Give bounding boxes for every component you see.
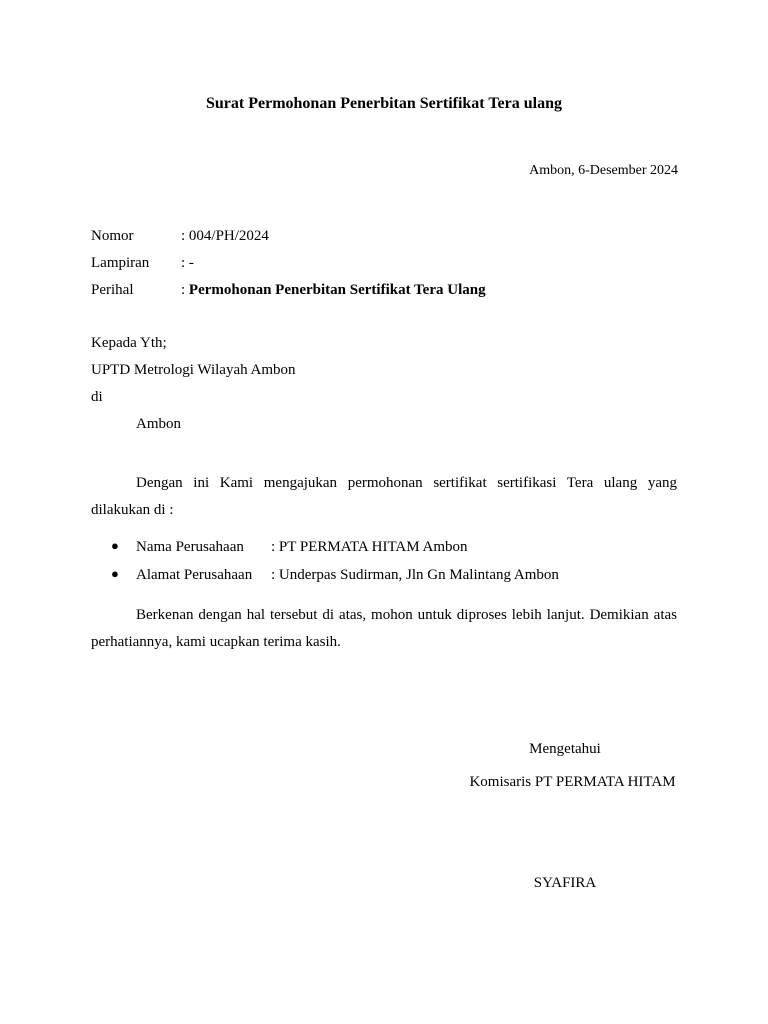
meta-row-lampiran	[91, 254, 691, 281]
list-item	[91, 566, 677, 594]
letter-title: Surat Permohonan Penerbitan Sertifikat Tera ulang	[205, 95, 562, 112]
paragraph-closing	[91, 602, 677, 656]
address-line-2: UPTD Metrologi Wilayah Ambon	[91, 362, 296, 378]
address-line-3: di	[91, 389, 103, 405]
list-item-value: : Underpas Sudirman, Jln Gn Malintang Ambon	[271, 567, 559, 583]
lampiran-label: Lampiran	[91, 255, 150, 271]
bullet-icon: ●	[111, 566, 119, 581]
address-line-1: Kepada Yth;	[91, 335, 167, 351]
list-item-label: Nama Perusahaan	[136, 539, 244, 555]
company-details-list	[91, 538, 677, 594]
meta-row-perihal	[91, 281, 691, 308]
address-line-4: Ambon	[136, 416, 181, 432]
lampiran-value: : -	[181, 255, 194, 271]
nomor-value: : 004/PH/2024	[181, 228, 269, 244]
signature-acknowledge: Mengetahui	[529, 741, 601, 757]
paragraph-intro	[91, 470, 677, 524]
list-item-value: : PT PERMATA HITAM Ambon	[271, 539, 468, 555]
signature-position: Komisaris PT PERMATA HITAM	[469, 774, 676, 790]
signature-name: SYAFIRA	[533, 875, 597, 891]
perihal-value: Permohonan Penerbitan Sertifikat Tera Ulang	[188, 282, 486, 298]
letter-meta	[91, 227, 691, 308]
perihal-prefix: :	[181, 282, 189, 298]
bullet-icon: ●	[111, 538, 119, 553]
list-item	[91, 538, 677, 566]
nomor-label: Nomor	[91, 228, 134, 244]
paragraph-intro-text: Dengan ini Kami mengajukan permohonan sertifikat sertifikasi Tera ulang yang dilakukan di :	[91, 475, 677, 518]
perihal-label: Perihal	[91, 282, 134, 298]
meta-row-nomor	[91, 227, 691, 254]
recipient-address	[91, 334, 296, 442]
list-item-label: Alamat Perusahaan	[136, 567, 253, 583]
letter-date: Ambon, 6-Desember 2024	[529, 163, 678, 178]
perihal-value-wrap	[181, 281, 486, 308]
paragraph-closing-text: Berkenan dengan hal tersebut di atas, mohon untuk diproses lebih lanjut. Demikian atas perhatiannya, kami ucapkan terima kasih.	[91, 607, 677, 650]
